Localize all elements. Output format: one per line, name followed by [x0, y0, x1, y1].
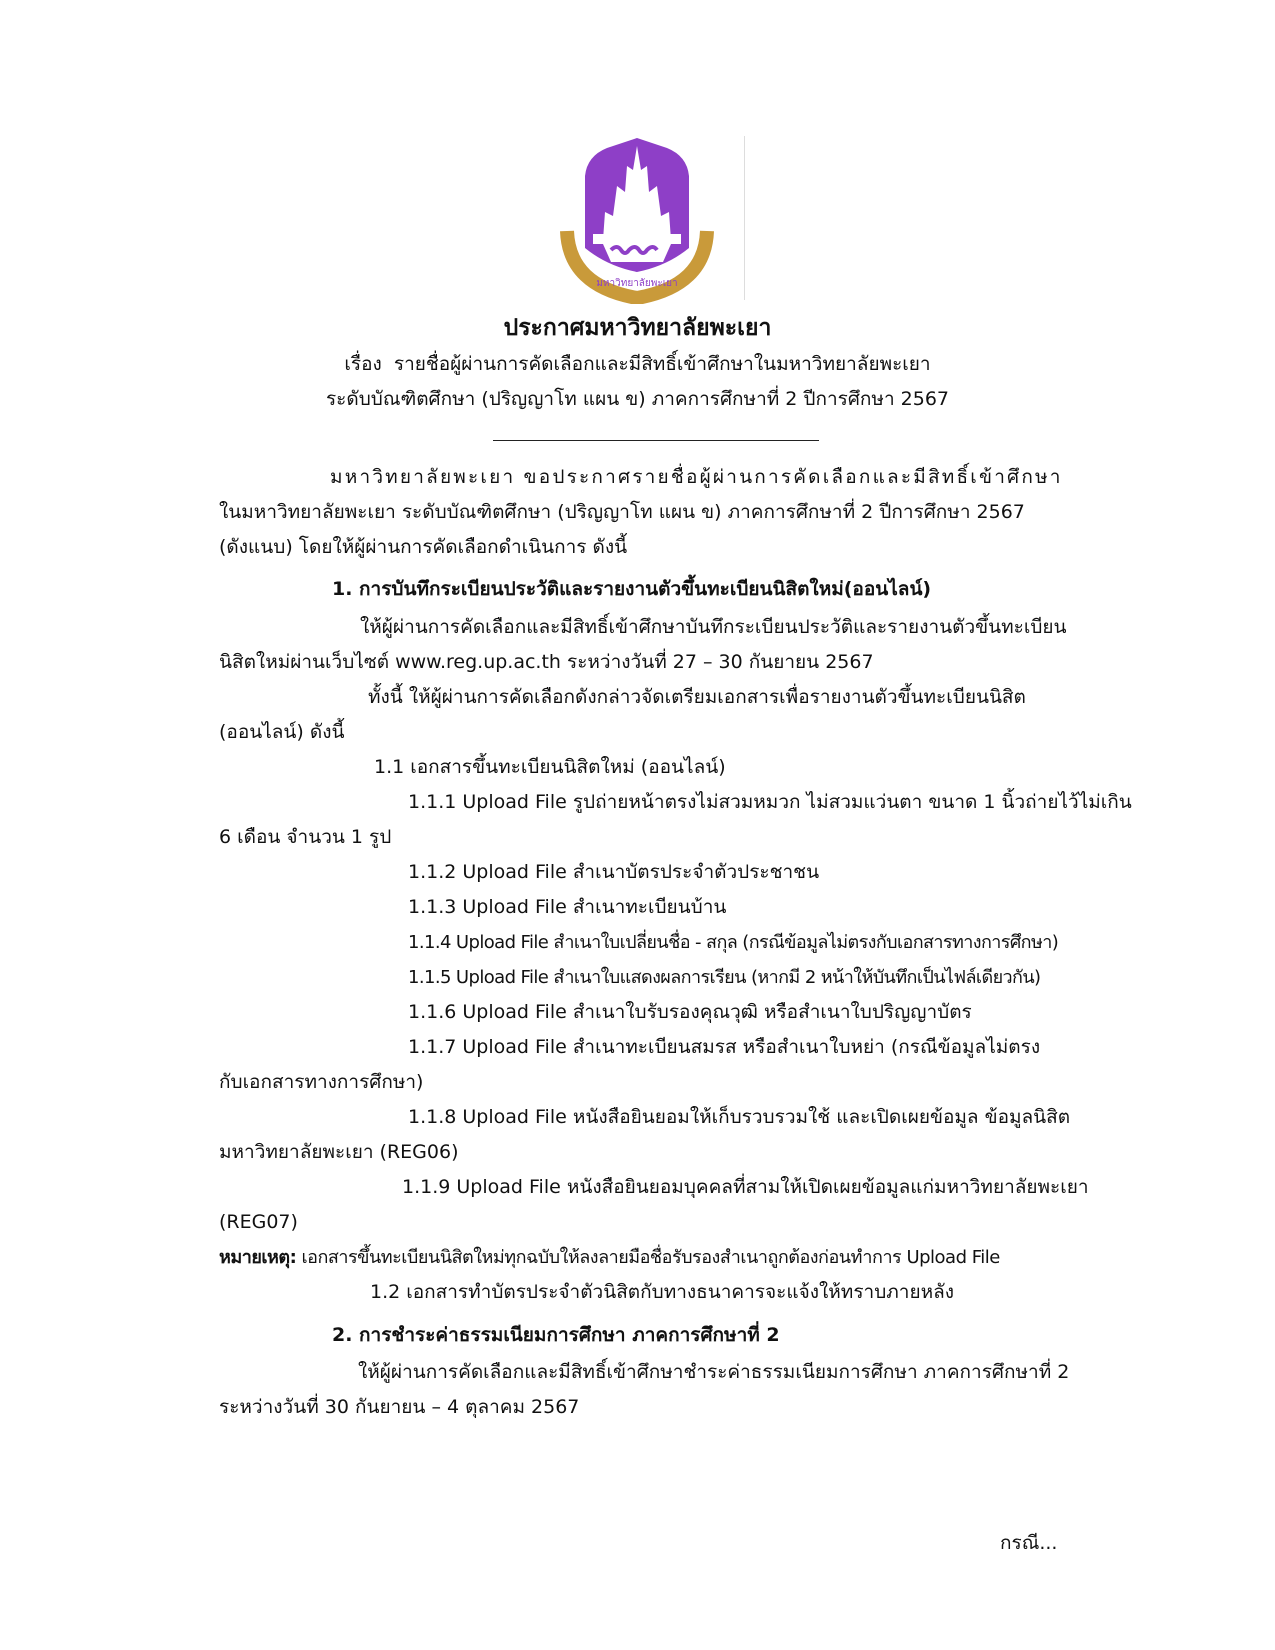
intro-line-3: (ดังแนบ) โดยให้ผู้ผ่านการคัดเลือกดำเนินการ ดังนี้: [219, 536, 628, 558]
section-1-para-1-line-2: นิสิตใหม่ผ่านเว็บไซต์ www.reg.up.ac.th ระหว่างวันที่ 27 – 30 กันยายน 2567: [219, 651, 874, 673]
section-1-heading: 1. การบันทึกระเบียนประวัติและรายงานตัวขึ้นทะเบียนนิสิตใหม่(ออนไลน์): [332, 578, 932, 600]
note-text: เอกสารขึ้นทะเบียนนิสิตใหม่ทุกฉบับให้ลงลายมือชื่อรับรองสำเนาถูกต้องก่อนทำการ Upload File: [296, 1247, 1000, 1268]
continuation-marker: กรณี...: [1000, 1532, 1058, 1554]
item-1-1-8-line-2: มหาวิทยาลัยพะเยา (REG06): [219, 1141, 459, 1163]
section-1-para-1-line-1: ให้ผู้ผ่านการคัดเลือกและมีสิทธิ์เข้าศึกษาบันทึกระเบียนประวัติและรายงานตัวขึ้นทะเบียน: [360, 616, 1067, 638]
item-1-1-1-line-1: 1.1.1 Upload File รูปถ่ายหน้าตรงไม่สวมหมวก ไม่สวมแว่นตา ขนาด 1 นิ้วถ่ายไว้ไม่เกิน: [408, 791, 1132, 813]
subject-line-1: [0, 348, 1275, 380]
item-1-1-9-line-1: 1.1.9 Upload File หนังสือยินยอมบุคคลที่สามให้เปิดเผยข้อมูลแก่มหาวิทยาลัยพะเยา: [402, 1176, 1089, 1198]
item-1-1-7-line-2: กับเอกสารทางการศึกษา): [219, 1071, 424, 1093]
section-1-para-2-line-1: ทั้งนี้ ให้ผู้ผ่านการคัดเลือกดังกล่าวจัดเตรียมเอกสารเพื่อรายงานตัวขึ้นทะเบียนนิสิต: [368, 686, 1026, 708]
logo-frame-edge: [744, 136, 745, 300]
item-1-1-2: 1.1.2 Upload File สำเนาบัตรประจำตัวประชาชน: [408, 861, 820, 883]
item-1-1-4: 1.1.4 Upload File สำเนาใบเปลี่ยนชื่อ - สกุล (กรณีข้อมูลไม่ตรงกับเอกสารทางการศึกษา): [408, 932, 1059, 953]
university-seal-icon: [557, 136, 717, 304]
item-1-1-5: 1.1.5 Upload File สำเนาใบแสดงผลการเรียน (หากมี 2 หน้าให้บันทึกเป็นไฟล์เดียวกัน): [408, 967, 1041, 988]
page-title: ประกาศมหาวิทยาลัยพะเยา: [503, 315, 772, 341]
section-2-heading: 2. การชำระค่าธรรมเนียมการศึกษา ภาคการศึกษาที่ 2: [332, 1324, 780, 1346]
subsection-1-1: 1.1 เอกสารขึ้นทะเบียนนิสิตใหม่ (ออนไลน์): [374, 756, 726, 778]
section-1-para-2-line-2: (ออนไลน์) ดังนี้: [219, 721, 345, 743]
title-divider: [493, 440, 819, 441]
intro-line-2: ในมหาวิทยาลัยพะเยา ระดับบัณฑิตศึกษา (ปริญญาโท แผน ข) ภาคการศึกษาที่ 2 ปีการศึกษา 2567: [219, 501, 1025, 523]
university-logo: [557, 136, 745, 304]
item-1-1-3: 1.1.3 Upload File สำเนาทะเบียนบ้าน: [408, 896, 727, 918]
note-line: [219, 1240, 1000, 1275]
item-1-1-8-line-1: 1.1.8 Upload File หนังสือยินยอมให้เก็บรวบรวมใช้ และเปิดเผยข้อมูล ข้อมูลนิสิต: [408, 1106, 1071, 1128]
item-1-1-9-line-2: (REG07): [219, 1211, 298, 1233]
subject-label: เรื่อง: [344, 353, 382, 375]
intro-line-1: มหาวิทยาลัยพะเยา ขอประกาศรายชื่อผู้ผ่านการคัดเลือกและมีสิทธิ์เข้าศึกษา: [330, 466, 1063, 488]
item-1-1-1-line-2: 6 เดือน จำนวน 1 รูป: [219, 826, 392, 848]
section-2-para-line-1: ให้ผู้ผ่านการคัดเลือกและมีสิทธิ์เข้าศึกษาชำระค่าธรรมเนียมการศึกษา ภาคการศึกษาที่ 2: [358, 1361, 1070, 1383]
section-2-para-line-2: ระหว่างวันที่ 30 กันยายน – 4 ตุลาคม 2567: [219, 1396, 580, 1418]
seal-ring-text: มหาวิทยาลัยพะเยา: [596, 278, 678, 289]
item-1-1-6: 1.1.6 Upload File สำเนาใบรับรองคุณวุฒิ หรือสำเนาใบปริญญาบัตร: [408, 1001, 972, 1023]
item-1-1-7-line-1: 1.1.7 Upload File สำเนาทะเบียนสมรส หรือสำเนาใบหย่า (กรณีข้อมูลไม่ตรง: [408, 1036, 1041, 1058]
subsection-1-2: 1.2 เอกสารทำบัตรประจำตัวนิสิตกับทางธนาคารจะแจ้งให้ทราบภายหลัง: [370, 1281, 955, 1303]
note-label: หมายเหตุ:: [219, 1247, 297, 1268]
subject-line-2: ระดับบัณฑิตศึกษา (ปริญญาโท แผน ข) ภาคการศึกษาที่ 2 ปีการศึกษา 2567: [325, 388, 950, 410]
subject-text-1: รายชื่อผู้ผ่านการคัดเลือกและมีสิทธิ์เข้าศึกษาในมหาวิทยาลัยพะเยา: [393, 353, 931, 375]
